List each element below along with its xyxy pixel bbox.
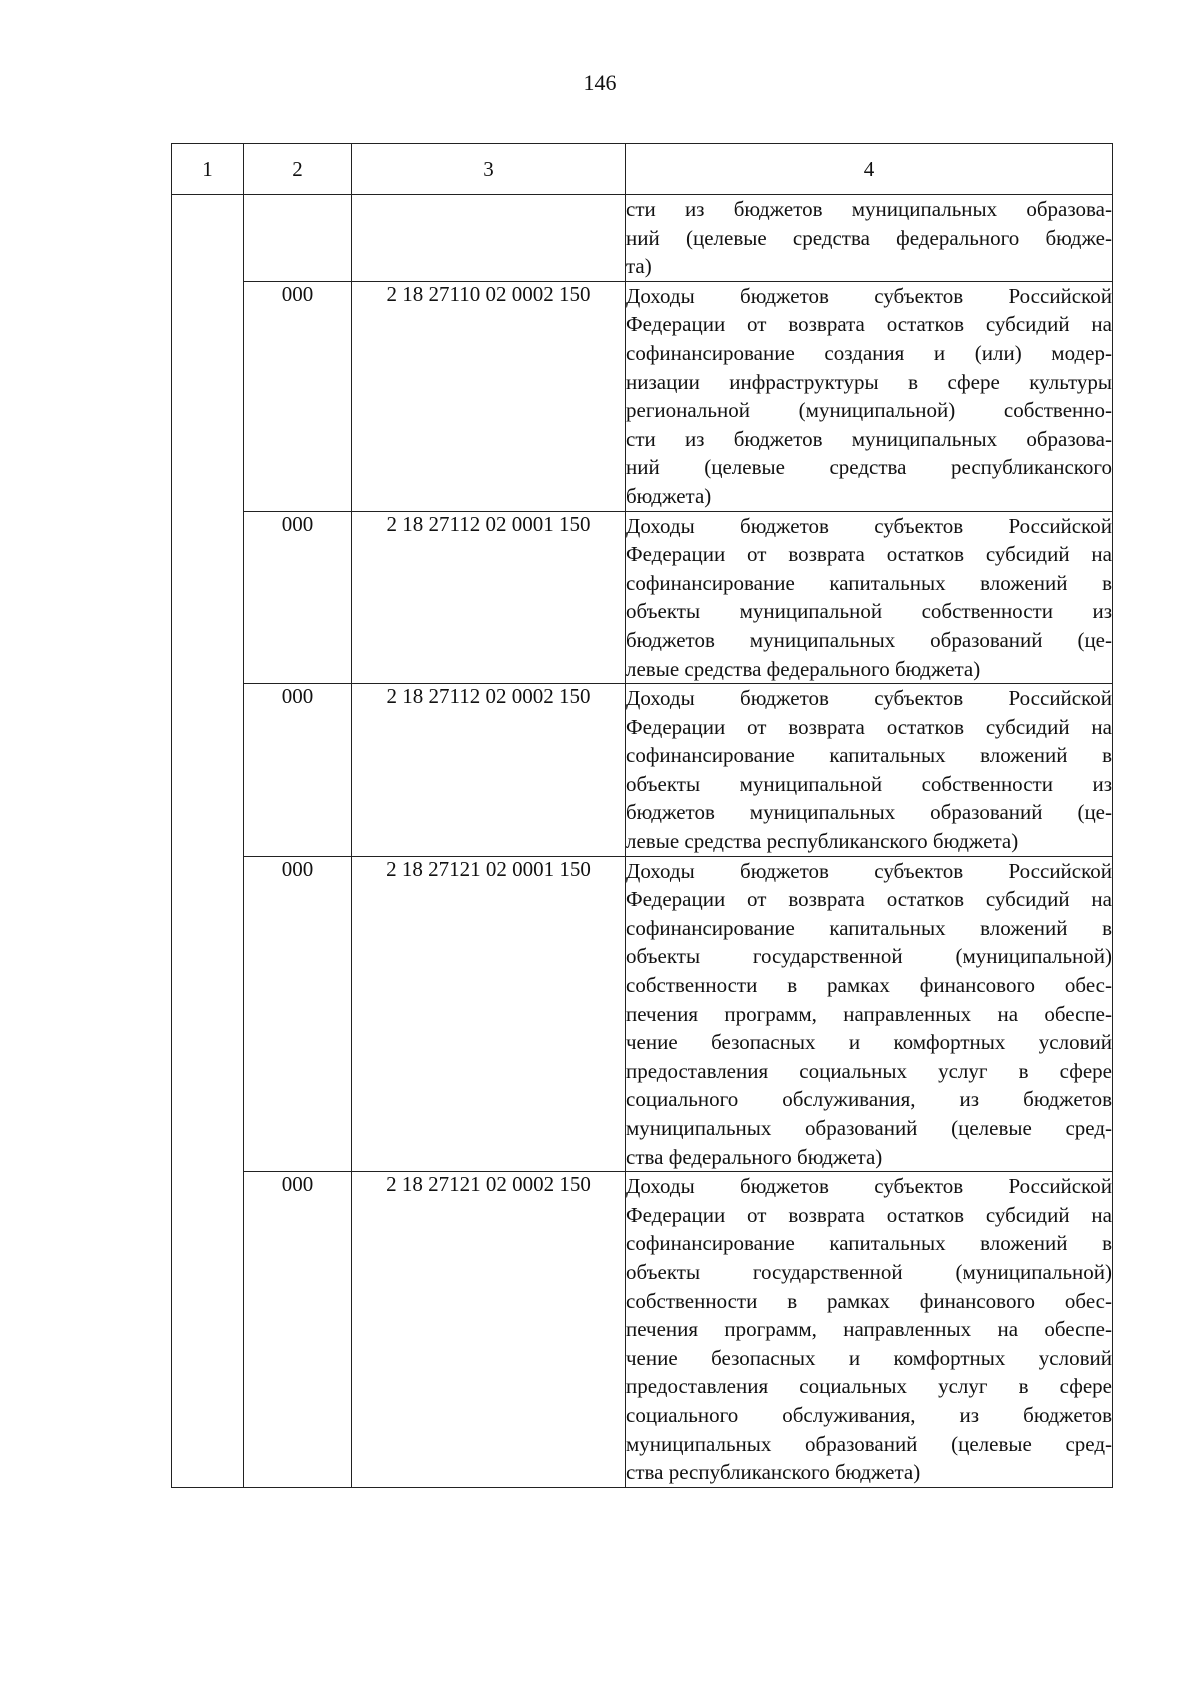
description-line: бюджетов муниципальных образований (це- (626, 800, 1112, 825)
description-line: ства федерального бюджета) (626, 1144, 883, 1169)
description-line: сти из бюджетов муниципальных образова- (626, 197, 1112, 221)
description-line: Федерации от возврата остатков субсидий на (626, 714, 1112, 739)
description-cell (626, 856, 1113, 1172)
description-line: ний (целевые средства федерального бюдже- (626, 225, 1112, 250)
description-line: Федерации от возврата остатков субсидий на (626, 1202, 1112, 1227)
description-line: низации инфраструктуры в сфере культуры (626, 369, 1112, 394)
description-line: предоставления социальных услуг в сфере (626, 1058, 1112, 1083)
admin-code-cell: 000 (244, 511, 352, 684)
description-line: бюджета) (626, 483, 712, 508)
description-cell (626, 684, 1113, 857)
description-line: софинансирование капитальных вложений в (626, 915, 1112, 940)
description-line: региональной (муниципальной) собственно- (626, 398, 1112, 423)
revenue-codes-table (171, 143, 1113, 1488)
header-col-3: 3 (352, 144, 626, 195)
page-number: 146 (583, 70, 617, 95)
admin-code-cell: 000 (244, 856, 352, 1172)
description-line: социального обслуживания, из бюджетов (626, 1087, 1112, 1112)
description-line: бюджетов муниципальных образований (це- (626, 627, 1112, 652)
description-line: чение безопасных и комфортных условий (626, 1345, 1112, 1370)
description-line: объекты государственной (муниципальной) (626, 1259, 1112, 1284)
description-line: Доходы бюджетов субъектов Российской (626, 513, 1112, 538)
description-line: Доходы бюджетов субъектов Российской (626, 1174, 1112, 1199)
description-line: та) (626, 254, 652, 279)
description-line: Федерации от возврата остатков субсидий на (626, 542, 1112, 567)
description-line: левые средства республиканского бюджета) (626, 829, 1019, 854)
admin-code-cell (244, 195, 352, 282)
description-line: чение безопасных и комфортных условий (626, 1030, 1112, 1055)
description-line: ний (целевые средства республиканского (626, 455, 1112, 480)
table-body (172, 195, 1113, 1488)
description-line: объекты муниципальной собственности из (626, 599, 1112, 624)
description-line: муниципальных образований (целевые сред- (626, 1431, 1112, 1456)
header-col-4: 4 (626, 144, 1113, 195)
table-header-row (172, 144, 1113, 195)
kbk-cell (352, 195, 626, 282)
description-line: социального обслуживания, из бюджетов (626, 1402, 1112, 1427)
header-col-2: 2 (244, 144, 352, 195)
description-line: Доходы бюджетов субъектов Российской (626, 283, 1112, 308)
table-row (172, 684, 1113, 857)
description-line: собственности в рамках финансового обес- (626, 973, 1112, 998)
description-line: печения программ, направленных на обеспе- (626, 1317, 1112, 1342)
description-line: муниципальных образований (целевые сред- (626, 1116, 1112, 1140)
description-line: предоставления социальных услуг в сфере (626, 1374, 1112, 1399)
table-row (172, 1172, 1113, 1488)
description-line: софинансирование создания и (или) модер- (626, 340, 1112, 365)
description-line: Доходы бюджетов субъектов Российской (626, 686, 1112, 711)
description-line: Федерации от возврата остатков субсидий на (626, 887, 1112, 912)
kbk-cell: 2 18 27110 02 0002 150 (352, 281, 626, 511)
description-line: ства республиканского бюджета) (626, 1460, 921, 1485)
admin-code-cell: 000 (244, 1172, 352, 1488)
kbk-cell: 2 18 27121 02 0002 150 (352, 1172, 626, 1488)
description-cell (626, 195, 1113, 282)
description-line: сти из бюджетов муниципальных образова- (626, 426, 1112, 451)
admin-code-cell: 000 (244, 281, 352, 511)
description-line: объекты муниципальной собственности из (626, 771, 1112, 796)
description-line: Доходы бюджетов субъектов Российской (626, 858, 1112, 883)
col1-empty-cell (172, 195, 244, 1488)
description-line: печения программ, направленных на обеспе- (626, 1001, 1112, 1026)
kbk-cell: 2 18 27112 02 0002 150 (352, 684, 626, 857)
description-cell (626, 1172, 1113, 1488)
table-row (172, 511, 1113, 684)
description-line: объекты государственной (муниципальной) (626, 944, 1112, 969)
description-line: собственности в рамках финансового обес- (626, 1288, 1112, 1313)
description-cell (626, 281, 1113, 511)
table-row (172, 856, 1113, 1172)
admin-code-cell: 000 (244, 684, 352, 857)
description-cell (626, 511, 1113, 684)
kbk-cell: 2 18 27112 02 0001 150 (352, 511, 626, 684)
kbk-cell: 2 18 27121 02 0001 150 (352, 856, 626, 1172)
table-row-continuation (172, 195, 1113, 282)
description-line: софинансирование капитальных вложений в (626, 1231, 1112, 1256)
description-line: софинансирование капитальных вложений в (626, 743, 1112, 768)
header-col-1: 1 (172, 144, 244, 195)
table-row (172, 281, 1113, 511)
description-line: Федерации от возврата остатков субсидий на (626, 312, 1112, 337)
description-line: софинансирование капитальных вложений в (626, 570, 1112, 595)
description-line: левые средства федерального бюджета) (626, 656, 981, 681)
